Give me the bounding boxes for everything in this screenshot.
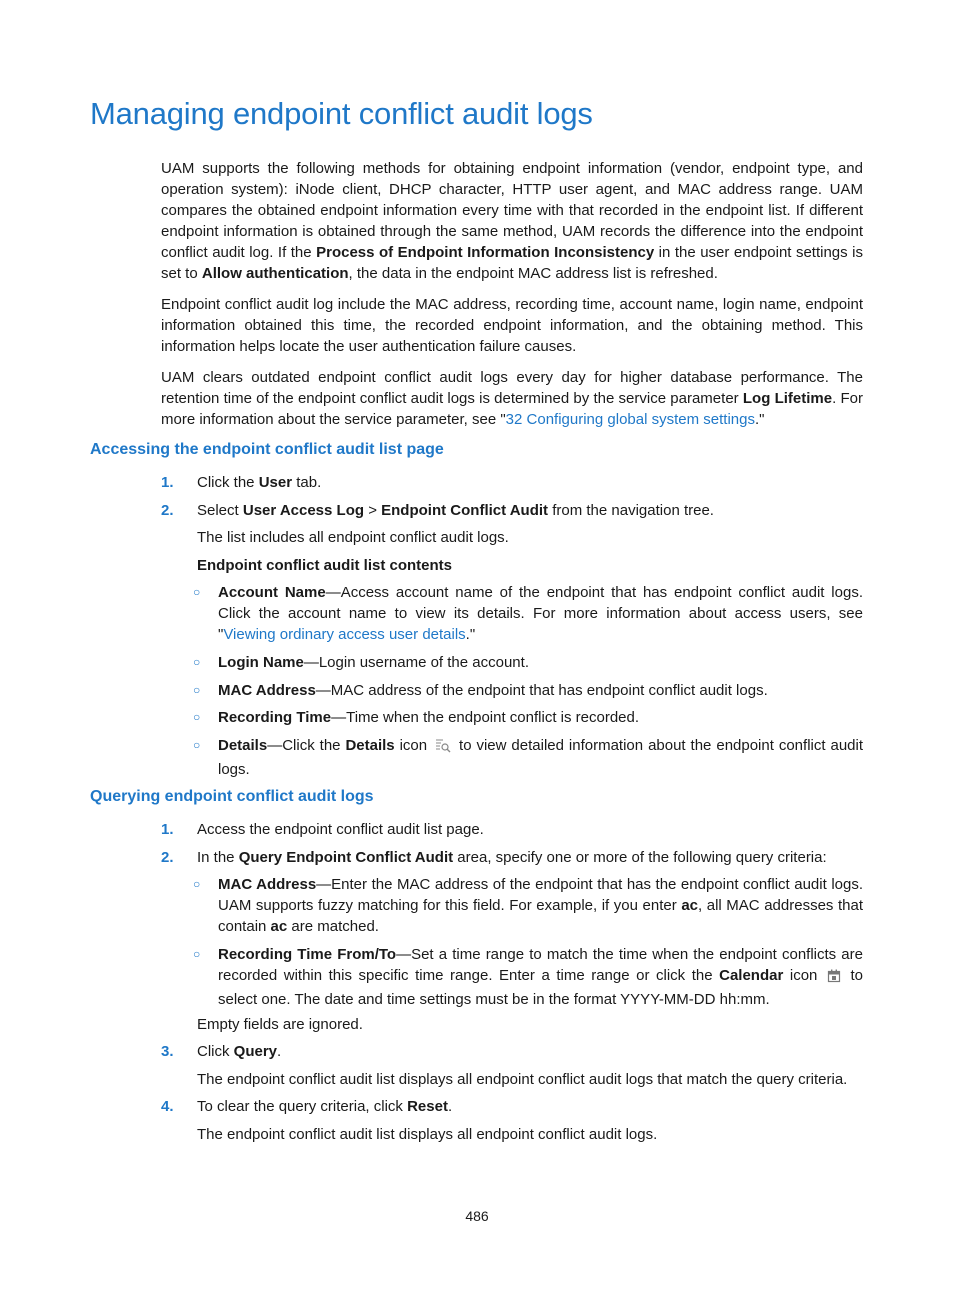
bold-term: ac bbox=[681, 897, 698, 914]
bold-term: MAC Address bbox=[218, 876, 317, 893]
step-number: 1. bbox=[161, 474, 174, 491]
bold-term: Process of Endpoint Information Inconsistency bbox=[316, 244, 655, 261]
empty-note: Empty fields are ignored. bbox=[197, 1016, 363, 1033]
bold-term: ac bbox=[270, 918, 288, 935]
text: . bbox=[277, 1043, 282, 1060]
step-text bbox=[197, 1041, 863, 1062]
bold-term: Details bbox=[218, 737, 268, 754]
details-icon bbox=[435, 738, 451, 759]
text: are matched. bbox=[287, 918, 379, 935]
text: —Enter the MAC address of the endpoint that has the endpoint conflict audit logs. UAM supports fuzzy matching for this field. For example, if you enter bbox=[218, 876, 864, 914]
user-details-link[interactable]: Viewing ordinary access user details bbox=[223, 626, 466, 643]
bullet-marker: ○ bbox=[193, 683, 201, 697]
bullet-text bbox=[218, 735, 863, 780]
bold-term: Endpoint Conflict Audit bbox=[381, 502, 549, 519]
bullet-text bbox=[218, 680, 863, 701]
text: tab. bbox=[292, 474, 322, 491]
bold-term: Login Name bbox=[218, 654, 304, 671]
text: ." bbox=[465, 626, 476, 643]
bullet-text bbox=[218, 582, 863, 645]
text: . For more information about the service parameter, see " bbox=[161, 390, 863, 428]
bold-term: Calendar bbox=[719, 967, 784, 984]
text: —Click the bbox=[267, 737, 346, 754]
bold-term: Allow authentication bbox=[201, 265, 349, 282]
text: Click the bbox=[197, 474, 259, 491]
text: , the data in the endpoint MAC address list is refreshed. bbox=[348, 265, 718, 282]
bullet-marker: ○ bbox=[193, 710, 201, 724]
bold-term: Details bbox=[345, 737, 395, 754]
bullet-marker: ○ bbox=[193, 947, 201, 961]
bold-term: Query bbox=[233, 1043, 278, 1060]
step-text: Access the endpoint conflict audit list page. bbox=[197, 821, 484, 838]
step-text bbox=[197, 472, 863, 493]
text: —Access account name of the endpoint that has endpoint conflict audit logs. Click the account name to view its details. For more information about access users, see " bbox=[218, 584, 863, 643]
text: to view detailed information about the endpoint conflict audit logs. bbox=[218, 737, 864, 778]
step-number: 1. bbox=[161, 821, 174, 838]
text: , all MAC addresses that contain bbox=[218, 897, 863, 935]
global-settings-link[interactable]: 32 Configuring global system settings bbox=[505, 411, 755, 428]
text: Click bbox=[197, 1043, 234, 1060]
step-number: 3. bbox=[161, 1043, 174, 1060]
page-title: Managing endpoint conflict audit logs bbox=[90, 96, 593, 131]
bold-term: User bbox=[258, 474, 293, 491]
bullet-text bbox=[218, 944, 863, 1010]
text: —Time when the endpoint conflict is recorded. bbox=[331, 709, 640, 726]
text: In the bbox=[197, 849, 239, 866]
intro-paragraph-1 bbox=[161, 158, 863, 284]
bold-term: User Access Log bbox=[242, 502, 365, 519]
bullet-marker: ○ bbox=[193, 585, 201, 599]
bullet-text bbox=[218, 652, 863, 673]
text: —MAC address of the endpoint that has endpoint conflict audit logs. bbox=[315, 682, 768, 699]
bold-term: MAC Address bbox=[218, 682, 316, 699]
step-note: The endpoint conflict audit list displays all endpoint conflict audit logs that match the query criteria. bbox=[197, 1071, 848, 1088]
text: UAM clears outdated endpoint conflict audit logs every day for higher database performance. The retention time of the endpoint conflict audit logs is determined by the service parameter bbox=[161, 369, 863, 407]
text: . bbox=[447, 1098, 453, 1115]
bold-term: Account Name bbox=[218, 584, 326, 601]
section-heading-accessing: Accessing the endpoint conflict audit list page bbox=[90, 441, 444, 458]
text: —Set a time range to match the time when the endpoint conflicts are recorded within this specific time range. Enter a time range or click the bbox=[218, 946, 863, 984]
text: UAM supports the following methods for obtaining endpoint information (vendor, endpoint type, and operation system): iNode client, DHCP character, HTTP user agent, and MAC address range. UAM compares the obtained endpoint information every time with that recorded in the endpoint list. If different endpoint information is obtained through the same method, UAM records the difference into the endpoint conflict audit log. If the bbox=[161, 160, 863, 261]
bullet-text bbox=[218, 707, 863, 728]
step-note: The endpoint conflict audit list displays all endpoint conflict audit logs. bbox=[197, 1126, 658, 1143]
step-number: 4. bbox=[161, 1098, 174, 1115]
text: —Login username of the account. bbox=[303, 654, 529, 671]
bullet-marker: ○ bbox=[193, 655, 201, 669]
bold-term: Recording Time bbox=[218, 709, 332, 726]
step-text bbox=[197, 1096, 863, 1117]
section-heading-querying: Querying endpoint conflict audit logs bbox=[90, 788, 374, 805]
bullet-marker: ○ bbox=[193, 877, 201, 891]
intro-paragraph-2: Endpoint conflict audit log include the MAC address, recording time, account name, login name, endpoint information obtained this time, the recorded endpoint information, and the obtaining method. This information helps locate the user authentication failure causes. bbox=[161, 296, 863, 355]
text: Select bbox=[197, 502, 243, 519]
text: in the user endpoint settings is set to bbox=[161, 244, 863, 282]
text: to select one. The date and time settings must be in the format YYYY-MM-DD hh:mm. bbox=[218, 967, 863, 1008]
text: ." bbox=[754, 411, 765, 428]
bold-term: Reset bbox=[407, 1098, 448, 1115]
text: To clear the query criteria, click bbox=[197, 1098, 408, 1115]
text: icon bbox=[394, 737, 433, 754]
text: area, specify one or more of the following query criteria: bbox=[453, 849, 827, 866]
contents-heading: Endpoint conflict audit list contents bbox=[197, 557, 452, 574]
step-text bbox=[197, 847, 863, 868]
step-number: 2. bbox=[161, 502, 174, 519]
step-number: 2. bbox=[161, 849, 174, 866]
bullet-marker: ○ bbox=[193, 738, 201, 752]
bold-term: Query Endpoint Conflict Audit bbox=[238, 849, 454, 866]
page-number: 486 bbox=[465, 1208, 489, 1224]
list-note: The list includes all endpoint conflict audit logs. bbox=[197, 529, 509, 546]
bold-term: Log Lifetime bbox=[742, 390, 833, 407]
bold-term: Recording Time From/To bbox=[218, 946, 397, 963]
text: from the navigation tree. bbox=[548, 502, 714, 519]
step-text bbox=[197, 500, 863, 521]
bullet-text bbox=[218, 874, 863, 937]
calendar-icon bbox=[827, 968, 841, 989]
intro-paragraph-3 bbox=[161, 367, 863, 430]
text: icon bbox=[783, 967, 824, 984]
text: > bbox=[364, 502, 382, 519]
